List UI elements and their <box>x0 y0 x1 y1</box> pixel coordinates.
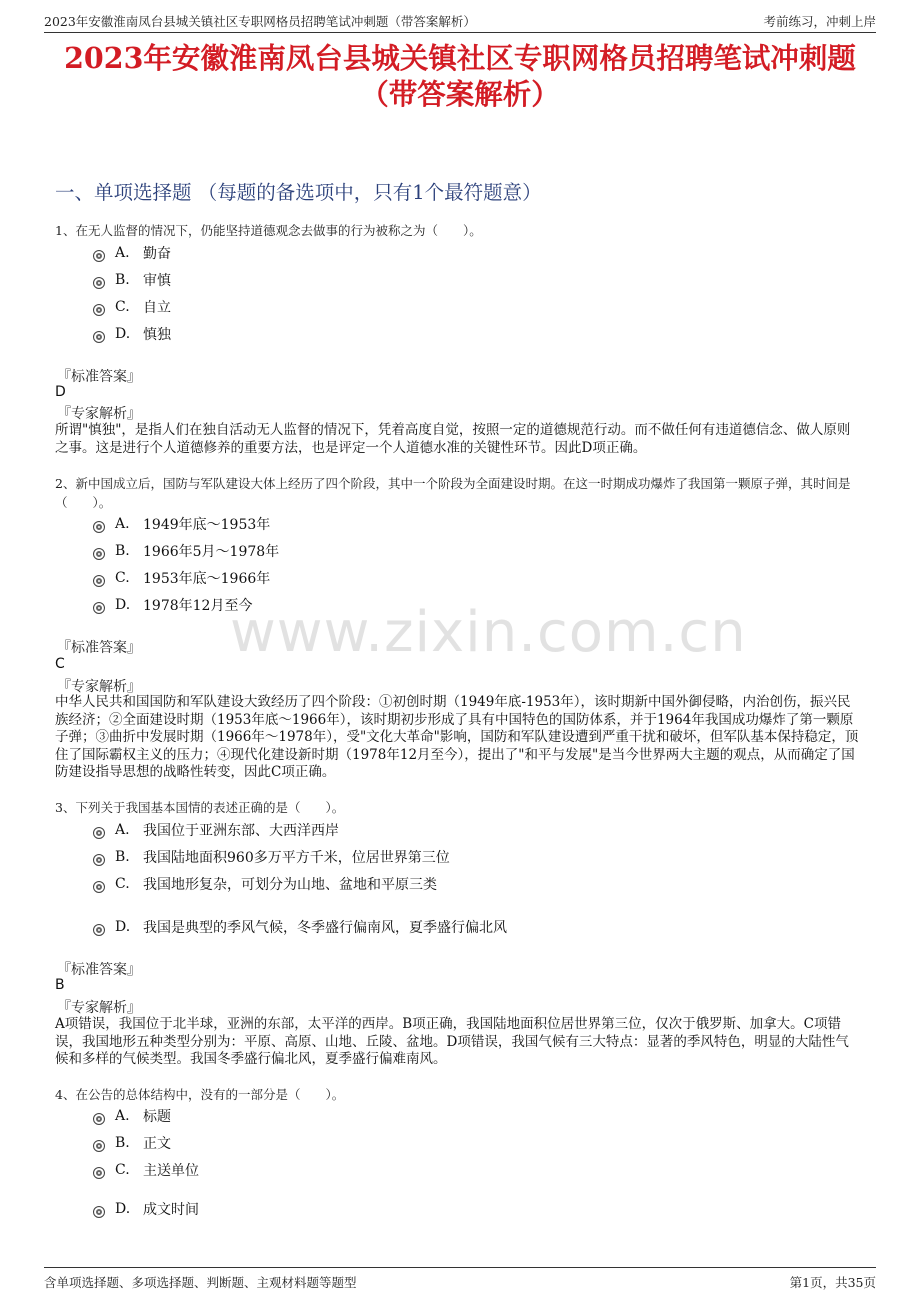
radio-icon[interactable] <box>93 1113 105 1125</box>
radio-icon[interactable] <box>93 602 105 614</box>
question-2-analysis: 中华人民共和国国防和军队建设大致经历了四个阶段：①初创时期（1949年底-1953年），该时期新中国外御侵略，内治创伤，振兴民族经济；②全面建设时期（1953年底～1966年），该时期初步形成了具有中国特色的国防体系，并于1964年我国成功爆炸了第一颗原子弹；③曲折中发展时期（1966年～1978年），受"文化大革命"影响，国防和军队建设遭到严重干扰和破坏，但军队基本保持稳定，顶住了国际霸权主义的压力；④现代化建设新时期（1978年12月至今），提出了"和平与发展"是当今世界两大主题的观点，从而确定了国防建设指导思想的战略性转变，因此C项正确。 <box>55 694 859 781</box>
question-3-option-d[interactable]: D. 我国是典型的季风气候，冬季盛行偏南风，夏季盛行偏北风 <box>93 917 507 937</box>
radio-icon[interactable] <box>93 277 105 289</box>
watermark: www.zixin.com.cn <box>230 600 747 665</box>
question-2-option-d[interactable]: D. 1978年12月至今 <box>93 595 252 615</box>
question-3-answer-label: 『标准答案』 <box>57 962 141 978</box>
page-number: 第1页，共35页 <box>789 1275 876 1290</box>
page-footer <box>44 1267 876 1298</box>
radio-icon[interactable] <box>93 827 105 839</box>
header-doc-title: 2023年安徽淮南凤台县城关镇社区专职网格员招聘笔试冲刺题（带答案解析） <box>44 14 476 29</box>
question-1-text: 1、在无人监督的情况下，仍能坚持道德观念去做事的行为被称之为（ ）。 <box>55 223 482 238</box>
radio-icon[interactable] <box>93 1140 105 1152</box>
page-header <box>44 10 876 33</box>
footer-question-types: 含单项选择题、多项选择题、判断题、主观材料题等题型 <box>44 1275 357 1290</box>
question-2-text: 2、新中国成立后，国防与军队建设大体上经历了四个阶段，其中一个阶段为全面建设时期。在这一时期成功爆炸了我国第一颗原子弹，其时间是（ ）。 <box>55 476 851 510</box>
question-2-option-a[interactable]: A. 1949年底～1953年 <box>93 514 270 534</box>
question-3-analysis: A项错误，我国位于北半球，亚洲的东部，太平洋的西岸。B项正确，我国陆地面积位居世界第三位，仅次于俄罗斯、加拿大。C项错误，我国地形五种类型分别为：平原、高原、山地、丘陵、盆地。D项错误，我国气候有三大特点：显著的季风特色，明显的大陆性气候和多样的气候类型。我国冬季盛行偏北风，夏季盛行偏难南风。 <box>55 1016 849 1068</box>
question-2-answer-label: 『标准答案』 <box>57 640 141 656</box>
question-3-option-a[interactable]: A. 我国位于亚洲东部、大西洋西岸 <box>93 820 339 840</box>
question-3-analysis-label: 『专家解析』 <box>57 1000 141 1016</box>
radio-icon[interactable] <box>93 881 105 893</box>
document-title <box>0 40 920 112</box>
question-1-option-b[interactable]: B. 审慎 <box>93 270 171 290</box>
radio-icon[interactable] <box>93 548 105 560</box>
question-4-option-a[interactable]: A. 标题 <box>93 1106 171 1126</box>
question-1-option-c[interactable]: C. 自立 <box>93 297 171 317</box>
question-1-option-d[interactable]: D. 慎独 <box>93 324 171 344</box>
question-1-analysis-label: 『专家解析』 <box>57 406 141 422</box>
question-1-answer: D <box>55 384 66 400</box>
question-4-option-b[interactable]: B. 正文 <box>93 1133 171 1153</box>
radio-icon[interactable] <box>93 575 105 587</box>
title-line-1: 2023年安徽淮南凤台县城关镇社区专职网格员招聘笔试冲刺题 <box>64 41 856 75</box>
question-2-answer: C <box>55 656 65 672</box>
question-3-answer: B <box>55 977 65 993</box>
radio-icon[interactable] <box>93 854 105 866</box>
title-line-2: （带答案解析） <box>360 77 560 111</box>
question-1-analysis: 所谓"慎独"，是指人们在独自活动无人监督的情况下，凭着高度自觉，按照一定的道德规范行动。而不做任何有违道德信念、做人原则之事。这是进行个人道德修养的重要方法，也是评定一个人道德水准的关键性环节。因此D项正确。 <box>55 422 851 456</box>
question-2-analysis-label: 『专家解析』 <box>57 679 141 695</box>
question-2-option-b[interactable]: B. 1966年5月～1978年 <box>93 541 279 561</box>
question-3-option-c[interactable]: C. 我国地形复杂，可划分为山地、盆地和平原三类 <box>93 874 437 894</box>
question-1-option-a[interactable]: A. 勤奋 <box>93 243 171 263</box>
radio-icon[interactable] <box>93 924 105 936</box>
question-4-option-c[interactable]: C. 主送单位 <box>93 1160 199 1180</box>
question-4-option-d[interactable]: D. 成文时间 <box>93 1199 199 1219</box>
section-heading: 一、单项选择题 （每题的备选项中，只有1个最符题意） <box>55 181 542 204</box>
header-slogan: 考前练习，冲刺上岸 <box>763 14 876 29</box>
question-4-text: 4、在公告的总体结构中，没有的一部分是（ ）。 <box>55 1087 345 1102</box>
radio-icon[interactable] <box>93 304 105 316</box>
question-2-option-c[interactable]: C. 1953年底～1966年 <box>93 568 270 588</box>
radio-icon[interactable] <box>93 1206 105 1218</box>
question-1-answer-label: 『标准答案』 <box>57 369 141 385</box>
radio-icon[interactable] <box>93 521 105 533</box>
radio-icon[interactable] <box>93 1167 105 1179</box>
question-3-text: 3、下列关于我国基本国情的表述正确的是（ ）。 <box>55 800 345 815</box>
radio-icon[interactable] <box>93 250 105 262</box>
radio-icon[interactable] <box>93 331 105 343</box>
question-3-option-b[interactable]: B. 我国陆地面积960多万平方千米，位居世界第三位 <box>93 847 450 867</box>
